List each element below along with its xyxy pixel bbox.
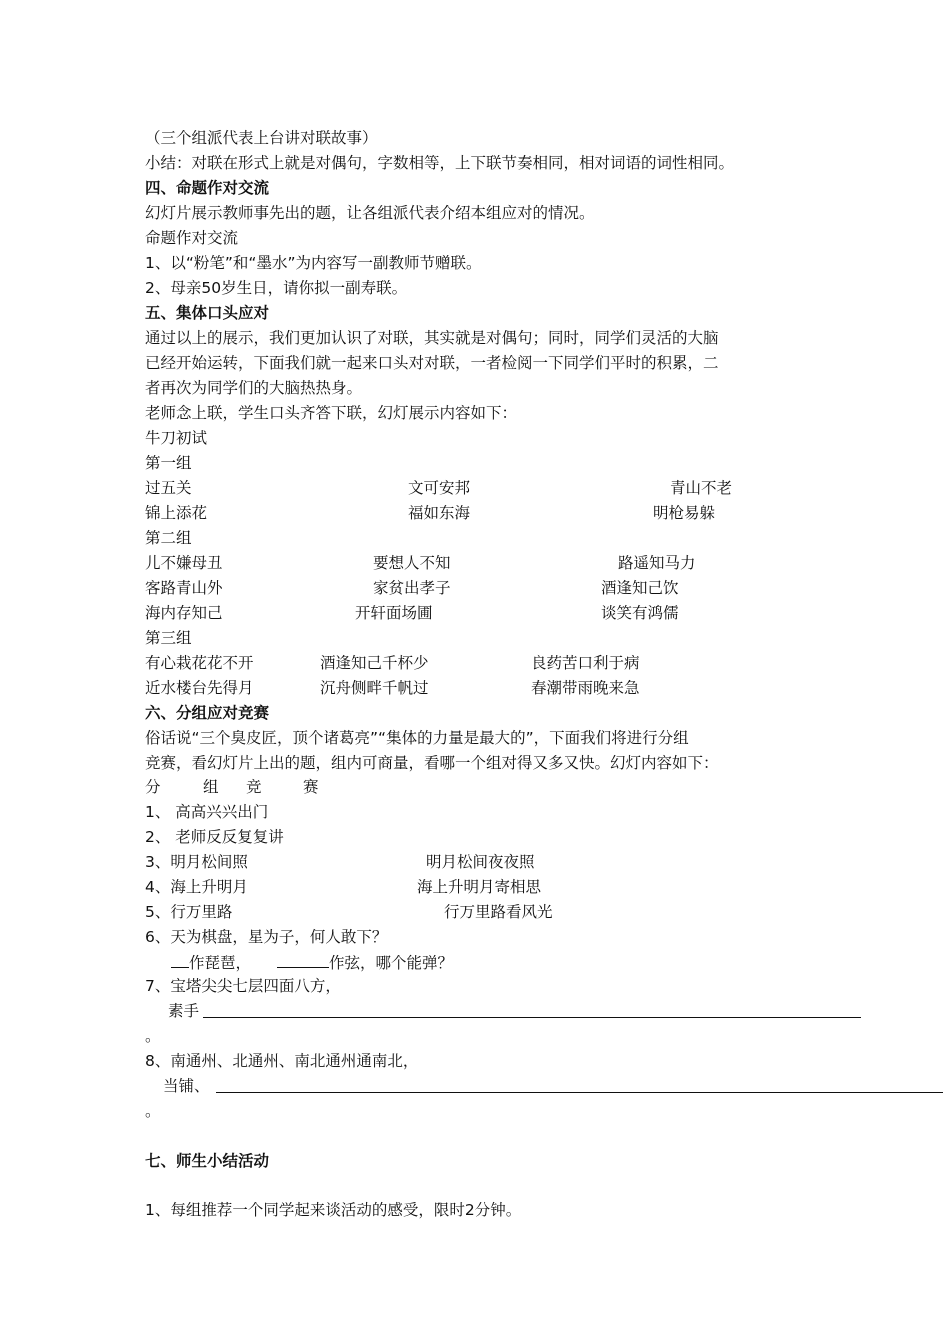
- couplet-cell: 过五关: [145, 479, 192, 497]
- contest-item-8: 8、南通州、北通州、南北通州通南北，: [145, 1052, 419, 1070]
- group2-title: 第二组: [145, 529, 192, 547]
- contest-title-char: 分: [145, 778, 161, 796]
- couplet-cell: 明枪易躲: [653, 504, 716, 522]
- section6-paragraph-line: 竞赛，看幻灯片上出的题，组内可商量，看哪一个组对得又多又快。幻灯内容如下：: [145, 754, 719, 772]
- answer-blank[interactable]: [277, 949, 329, 968]
- couplet-cell: 海内存知己: [145, 604, 223, 622]
- contest-item-6: 6、天为棋盘，星为子，何人敢下？: [145, 928, 388, 946]
- contest-item-4: 4、海上升明月: [145, 878, 248, 896]
- couplet-cell: 文可安邦: [408, 479, 471, 497]
- couplet-cell: 沉舟侧畔千帆过: [320, 679, 429, 697]
- section5-label: 牛刀初试: [145, 429, 208, 447]
- section7-heading: 七、师生小结活动: [145, 1152, 270, 1170]
- item8-prefix: 当铺、: [163, 1077, 210, 1095]
- item7-end: 。: [145, 1027, 161, 1045]
- contest-item-1: 1、 高高兴兴出门: [145, 803, 269, 821]
- section5-paragraph-line: 已经开始运转，下面我们就一起来口头对对联，一者检阅一下同学们平时的积累，二: [145, 354, 719, 372]
- contest-item-6-second-line: [171, 949, 453, 975]
- section6-paragraph-line: 俗话说“三个臭皮匠，顶个诸葛亮”“集体的力量是最大的”，下面我们将进行分组: [145, 729, 689, 747]
- section7-item-1: 1、每组推荐一个同学起来谈活动的感受，限时2分钟。: [145, 1201, 522, 1219]
- couplet-cell: 谈笑有鸿儒: [601, 604, 679, 622]
- couplet-cell: 酒逢知己千杯少: [320, 654, 429, 672]
- couplet-cell: 锦上添花: [145, 504, 208, 522]
- contest-item-2: 2、 老师反反复复讲: [145, 828, 284, 846]
- section5-instruction: 老师念上联，学生口头齐答下联，幻灯展示内容如下：: [145, 404, 518, 422]
- couplet-cell: 春潮带雨晚来急: [531, 679, 640, 697]
- contest-item-7: 7、宝塔尖尖七层四面八方，: [145, 977, 341, 995]
- group1-title: 第一组: [145, 454, 192, 472]
- couplet-cell: 良药苦口利于病: [531, 654, 640, 672]
- answer-line[interactable]: [203, 1017, 861, 1018]
- contest-item-5-answer: 行万里路看风光: [444, 903, 553, 921]
- section4-paragraph: 幻灯片展示教师事先出的题，让各组派代表介绍本组应对的情况。: [145, 204, 595, 222]
- summary-line: 小结：对联在形式上就是对偶句，字数相等，上下联节奏相同，相对词语的词性相同。: [145, 154, 735, 172]
- section4-item-1: 1、以“粉笔”和“墨水”为内容写一副教师节赠联。: [145, 254, 482, 272]
- couplet-cell: 客路青山外: [145, 579, 223, 597]
- section4-heading: 四、命题作对交流: [145, 179, 270, 197]
- section4-item-2: 2、母亲50岁生日，请你拟一副寿联。: [145, 279, 408, 297]
- contest-item-3: 3、明月松间照: [145, 853, 248, 871]
- section6-heading: 六、分组应对竞赛: [145, 704, 270, 722]
- contest-title-char: 组: [203, 778, 219, 796]
- couplet-cell: 青山不老: [670, 479, 733, 497]
- section5-paragraph-line: 者再次为同学们的大脑热热身。: [145, 379, 363, 397]
- section5-paragraph-line: 通过以上的展示，我们更加认识了对联，其实就是对偶句；同时，同学们灵活的大脑: [145, 329, 719, 347]
- couplet-cell: 路遥知马力: [618, 554, 696, 572]
- answer-line[interactable]: [216, 1092, 943, 1093]
- contest-item-3-answer: 明月松间夜夜照: [426, 853, 535, 871]
- group3-title: 第三组: [145, 629, 192, 647]
- couplet-cell: 有心栽花花不开: [145, 654, 254, 672]
- contest-title-char: 赛: [303, 778, 319, 796]
- section4-subtitle: 命题作对交流: [145, 229, 239, 247]
- contest-item-5: 5、行万里路: [145, 903, 233, 921]
- contest-item-4-answer: 海上升明月寄相思: [417, 878, 542, 896]
- couplet-cell: 家贫出孝子: [373, 579, 451, 597]
- answer-blank[interactable]: [171, 949, 189, 968]
- couplet-cell: 要想人不知: [373, 554, 451, 572]
- couplet-cell: 酒逢知己饮: [601, 579, 679, 597]
- item6-text-a: 作琵琶，: [189, 954, 252, 972]
- section5-heading: 五、集体口头应对: [145, 304, 270, 322]
- intro-line: （三个组派代表上台讲对联故事）: [145, 129, 378, 147]
- couplet-cell: 福如东海: [408, 504, 471, 522]
- couplet-cell: 儿不嫌母丑: [145, 554, 223, 572]
- item6-text-b: 作弦，哪个能弹？: [329, 954, 454, 972]
- item7-prefix: 素手: [168, 1002, 200, 1020]
- couplet-cell: 近水楼台先得月: [145, 679, 254, 697]
- contest-title-char: 竞: [246, 778, 262, 796]
- couplet-cell: 开轩面场圃: [355, 604, 433, 622]
- item8-end: 。: [145, 1102, 161, 1120]
